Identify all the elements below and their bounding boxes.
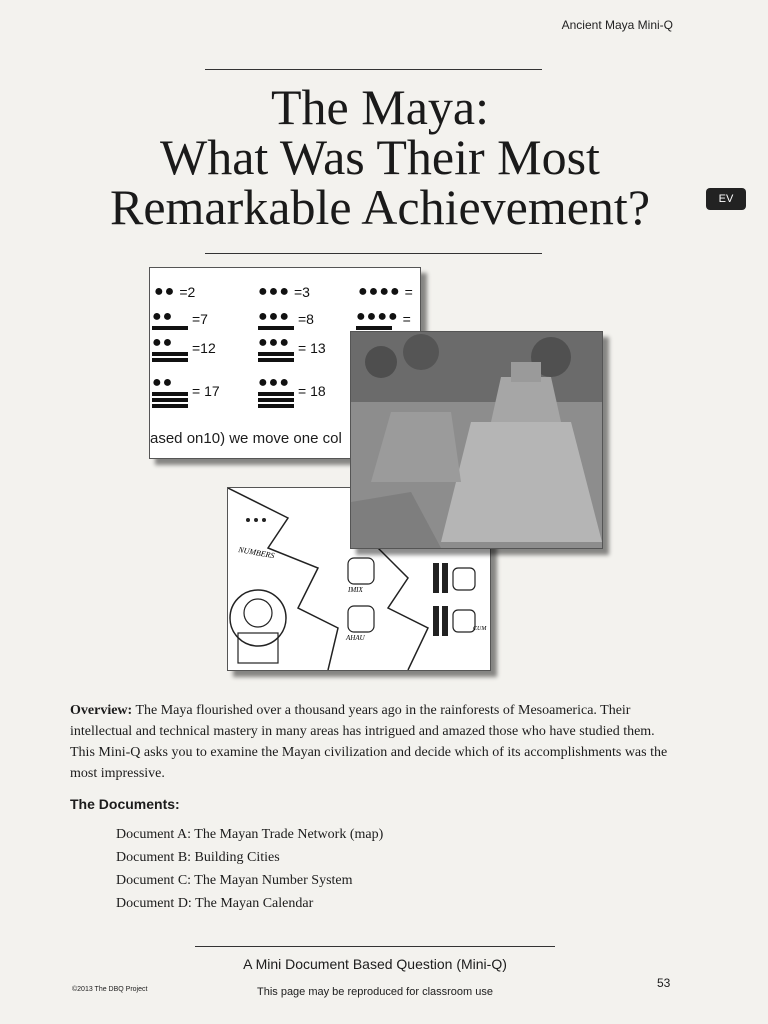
numeral-3: ●●● =3 xyxy=(258,283,310,300)
temple-image xyxy=(350,331,603,549)
title-line-2: What Was Their Most xyxy=(160,129,600,185)
copyright-notice: ©2013 The DBQ Project xyxy=(72,986,148,993)
page-title xyxy=(40,79,720,235)
footer-title: A Mini Document Based Question (Mini-Q) xyxy=(243,956,507,972)
title-line-3: Remarkable Achievement? xyxy=(109,179,651,235)
numeral-17: ●● = 17 xyxy=(152,374,220,408)
documents-list xyxy=(116,823,383,915)
numeral-8: ●●● =8 xyxy=(258,308,314,330)
numeral-4: ●●●● = xyxy=(358,283,413,300)
series-label: Ancient Maya Mini-Q xyxy=(561,18,673,32)
numeral-12: ●● =12 xyxy=(152,334,216,362)
cum-label: CUM xyxy=(473,626,487,632)
numeral-9: ●●●● = xyxy=(356,308,411,330)
overview-label: Overview: xyxy=(70,703,133,718)
ahau-label: AHAU xyxy=(346,634,365,642)
document-item-c: Document C: The Mayan Number System xyxy=(116,873,353,888)
overview-text: The Maya flourished over a thousand years ago in the rainforests of Mesoamerica. Their intellectual and technical mastery in many areas has intrigued and amazed those who have studied them. This Mini-Q asks you to examine the Mayan civilization and decide which of its accomplishments was the most impressive. xyxy=(70,703,668,781)
numeral-2: ●● =2 xyxy=(154,283,196,300)
document-item-b: Document B: Building Cities xyxy=(116,850,280,865)
document-item-d: Document D: The Mayan Calendar xyxy=(116,896,314,911)
numbers-label: NUMBERS xyxy=(237,545,276,561)
numeral-7: ●● =7 xyxy=(152,308,208,330)
footer-note: This page may be reproduced for classroom use xyxy=(256,986,493,998)
overview-paragraph xyxy=(70,700,670,784)
numeral-18: ●●● = 18 xyxy=(258,374,326,408)
temple-illustration xyxy=(351,332,602,548)
footer-rule xyxy=(195,946,555,947)
title-line-1: The Maya: xyxy=(271,79,489,135)
documents-heading: The Documents: xyxy=(70,796,180,812)
imix-label: IMIX xyxy=(348,586,363,594)
document-item-a: Document A: The Mayan Trade Network (map) xyxy=(116,827,384,842)
page-number: 53 xyxy=(657,976,671,990)
ev-badge: EV xyxy=(706,188,746,210)
number-caption: ased on10) we move one col xyxy=(150,430,342,447)
title-top-rule xyxy=(205,69,542,70)
title-bottom-rule xyxy=(205,253,542,254)
numeral-13: ●●● = 13 xyxy=(258,334,326,362)
